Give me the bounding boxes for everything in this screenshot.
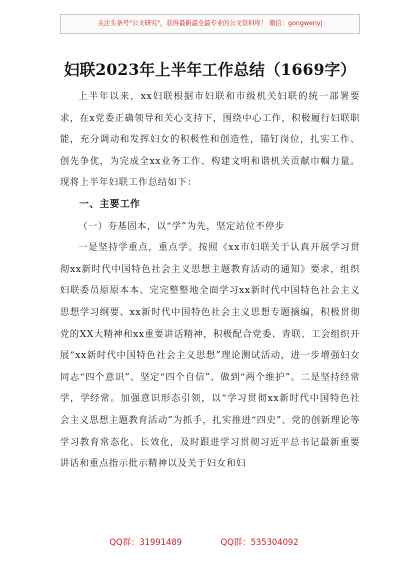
section-heading: 一、主要工作	[79, 198, 141, 210]
footer-qq-group-1: QQ群：31991489	[109, 537, 182, 547]
subsection-heading: （一）夯基固本，以“学”为先，坚定站位不停步	[78, 220, 285, 232]
footer-contacts	[0, 536, 408, 548]
document-title: 妇联2023年上半年工作总结（1669字）	[64, 60, 356, 79]
header-banner: 关注头条号"公文研究"，获得最新最全最专业的公文资料库！ 微信：gongwenyj	[60, 14, 360, 34]
document-body	[60, 86, 360, 475]
footer-qq-group-2: QQ群：535304092	[220, 537, 299, 547]
body-paragraph: 一是坚持学重点，重点学。按照《xx市妇联关于认真开展学习贯彻xx新时代中国特色社会主义思想主题教育活动的通知》要求，组织妇联委员原原本本、完完整整地全面学习xx新时代中国特色社会主义思想学习纲要、xx新时代中国特色社会主义思想专题摘编，积极贯彻党的XX大精神和xx重要讲话精神，积极配合党委、青联、工会组织开展“xx新时代中国特色社会主义思想”理论测试活动，进一步增强妇女同志“四个意识”、坚定“四个自信”、做到“两个维护”。二是坚持经常学，学经常。加强意识形态引领，以“学习贯彻xx新时代中国特色社会主义思想主题教育活动”为抓手，扎实推进“四史”、党的创新理论等学习教育常态化、长效化，及时跟进学习贯彻习近平总书记最新重要讲话和重点指示批示精神以及关于妇女和妇	[60, 242, 360, 470]
intro-paragraph: 上半年以来，xx妇联根据市妇联和市级机关妇联的统一部署要求，在x党委正确领导和关心支持下，围绕中心工作，积极履行妇联职能，充分调动和发挥妇女的积极性和创造性，锚钉岗位，扎实工作、创先争优，为完成全xx业务工作、构建文明和谐机关贡献巾帼力量。现将上半年妇联工作总结如下：	[60, 91, 360, 189]
